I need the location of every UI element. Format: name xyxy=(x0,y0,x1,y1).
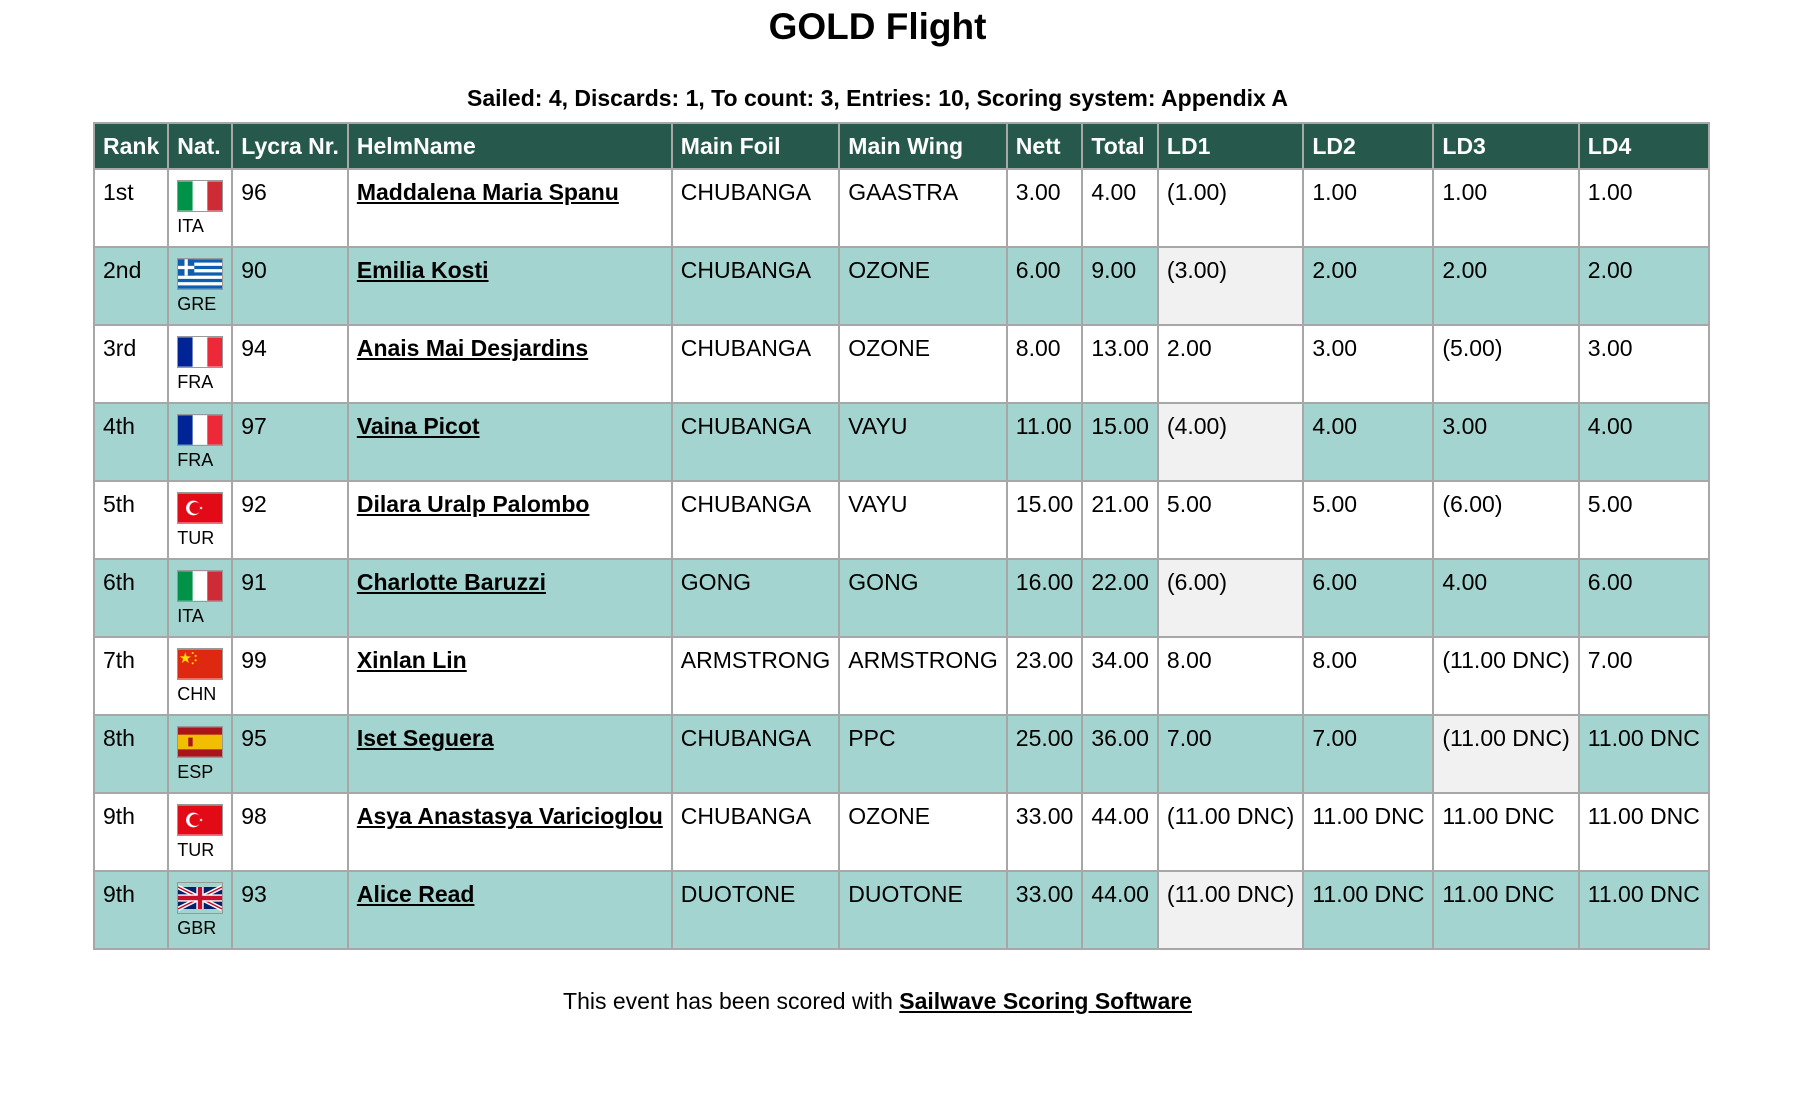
col-header-ld3: LD3 xyxy=(1433,123,1578,169)
ld2-cell: 11.00 DNC xyxy=(1303,793,1433,871)
total-cell: 34.00 xyxy=(1082,637,1158,715)
rank-cell: 7th xyxy=(94,637,168,715)
ld3-cell: 11.00 DNC xyxy=(1433,793,1578,871)
main-wing-cell: PPC xyxy=(839,715,1007,793)
helm-name-cell xyxy=(348,637,672,715)
main-foil-cell: CHUBANGA xyxy=(672,169,840,247)
footer xyxy=(0,988,1755,1015)
nett-cell: 23.00 xyxy=(1007,637,1083,715)
ld1-cell: (1.00) xyxy=(1158,169,1303,247)
rank-cell: 3rd xyxy=(94,325,168,403)
rank-cell: 8th xyxy=(94,715,168,793)
ld4-cell: 11.00 DNC xyxy=(1579,871,1709,949)
table-row xyxy=(94,325,1709,403)
ld3-cell: 3.00 xyxy=(1433,403,1578,481)
results-table xyxy=(93,122,1710,950)
col-header-total: Total xyxy=(1082,123,1158,169)
table-row xyxy=(94,637,1709,715)
nation-code: CHN xyxy=(177,684,217,704)
total-cell: 44.00 xyxy=(1082,793,1158,871)
main-foil-cell: CHUBANGA xyxy=(672,715,840,793)
nation-code: GBR xyxy=(177,918,217,938)
lycra-cell: 92 xyxy=(232,481,348,559)
col-header-lycra: Lycra Nr. xyxy=(232,123,348,169)
nett-cell: 33.00 xyxy=(1007,793,1083,871)
ld1-cell: (11.00 DNC) xyxy=(1158,871,1303,949)
main-wing-cell: DUOTONE xyxy=(839,871,1007,949)
nett-cell: 25.00 xyxy=(1007,715,1083,793)
main-wing-cell: OZONE xyxy=(839,325,1007,403)
table-row xyxy=(94,559,1709,637)
lycra-cell: 93 xyxy=(232,871,348,949)
helm-name-link[interactable]: Maddalena Maria Spanu xyxy=(356,179,619,205)
turkey-flag-icon xyxy=(177,492,223,524)
col-header-rank: Rank xyxy=(94,123,168,169)
nation-cell xyxy=(168,403,232,481)
ld2-cell: 5.00 xyxy=(1303,481,1433,559)
nation-cell xyxy=(168,715,232,793)
ld3-cell: 11.00 DNC xyxy=(1433,871,1578,949)
main-wing-cell: OZONE xyxy=(839,793,1007,871)
uk-flag-icon xyxy=(177,882,223,914)
helm-name-link[interactable]: Anais Mai Desjardins xyxy=(356,335,589,361)
total-cell: 21.00 xyxy=(1082,481,1158,559)
col-header-main-wing: Main Wing xyxy=(839,123,1007,169)
main-foil-cell: CHUBANGA xyxy=(672,793,840,871)
nation-cell xyxy=(168,559,232,637)
main-wing-cell: OZONE xyxy=(839,247,1007,325)
nation-code: ITA xyxy=(177,606,204,626)
rank-cell: 1st xyxy=(94,169,168,247)
total-cell: 4.00 xyxy=(1082,169,1158,247)
lycra-cell: 94 xyxy=(232,325,348,403)
results-body xyxy=(94,169,1709,949)
ld2-cell: 1.00 xyxy=(1303,169,1433,247)
col-header-helmname: HelmName xyxy=(348,123,672,169)
ld4-cell: 3.00 xyxy=(1579,325,1709,403)
nett-cell: 33.00 xyxy=(1007,871,1083,949)
nation-cell xyxy=(168,793,232,871)
helm-name-cell xyxy=(348,247,672,325)
main-wing-cell: GAASTRA xyxy=(839,169,1007,247)
ld3-cell: (5.00) xyxy=(1433,325,1578,403)
ld2-cell: 11.00 DNC xyxy=(1303,871,1433,949)
col-header-ld1: LD1 xyxy=(1158,123,1303,169)
ld1-cell: 8.00 xyxy=(1158,637,1303,715)
sailwave-link[interactable]: Sailwave Scoring Software xyxy=(899,988,1192,1014)
ld2-cell: 8.00 xyxy=(1303,637,1433,715)
table-row xyxy=(94,169,1709,247)
total-cell: 13.00 xyxy=(1082,325,1158,403)
rank-cell: 6th xyxy=(94,559,168,637)
ld3-cell: (11.00 DNC) xyxy=(1433,715,1578,793)
nett-cell: 11.00 xyxy=(1007,403,1083,481)
ld2-cell: 7.00 xyxy=(1303,715,1433,793)
ld1-cell: (4.00) xyxy=(1158,403,1303,481)
nation-code: ESP xyxy=(177,762,214,782)
ld3-cell: (6.00) xyxy=(1433,481,1578,559)
nation-code: TUR xyxy=(177,528,215,548)
helm-name-link[interactable]: Alice Read xyxy=(356,881,475,907)
helm-name-cell xyxy=(348,481,672,559)
rank-cell: 9th xyxy=(94,793,168,871)
ld2-cell: 3.00 xyxy=(1303,325,1433,403)
main-foil-cell: CHUBANGA xyxy=(672,481,840,559)
total-cell: 9.00 xyxy=(1082,247,1158,325)
rank-cell: 5th xyxy=(94,481,168,559)
helm-name-cell xyxy=(348,793,672,871)
ld2-cell: 6.00 xyxy=(1303,559,1433,637)
ld1-cell: (3.00) xyxy=(1158,247,1303,325)
helm-name-cell xyxy=(348,871,672,949)
ld3-cell: 4.00 xyxy=(1433,559,1578,637)
ld1-cell: 7.00 xyxy=(1158,715,1303,793)
ld4-cell: 11.00 DNC xyxy=(1579,715,1709,793)
ld2-cell: 2.00 xyxy=(1303,247,1433,325)
greece-flag-icon xyxy=(177,258,223,290)
ld4-cell: 4.00 xyxy=(1579,403,1709,481)
main-foil-cell: CHUBANGA xyxy=(672,403,840,481)
nation-cell xyxy=(168,325,232,403)
table-row xyxy=(94,247,1709,325)
nation-cell xyxy=(168,169,232,247)
helm-name-link[interactable]: Vaina Picot xyxy=(356,413,480,439)
france-flag-icon xyxy=(177,336,223,368)
turkey-flag-icon xyxy=(177,804,223,836)
nation-cell xyxy=(168,871,232,949)
lycra-cell: 97 xyxy=(232,403,348,481)
col-header-main-foil: Main Foil xyxy=(672,123,840,169)
col-header-ld2: LD2 xyxy=(1303,123,1433,169)
table-row xyxy=(94,403,1709,481)
main-foil-cell: GONG xyxy=(672,559,840,637)
header-row xyxy=(94,123,1709,169)
helm-name-link[interactable]: Asya Anastasya Varicioglou xyxy=(356,803,663,829)
total-cell: 36.00 xyxy=(1082,715,1158,793)
table-row xyxy=(94,481,1709,559)
ld3-cell: (11.00 DNC) xyxy=(1433,637,1578,715)
lycra-cell: 91 xyxy=(232,559,348,637)
helm-name-cell xyxy=(348,559,672,637)
lycra-cell: 98 xyxy=(232,793,348,871)
nation-cell xyxy=(168,481,232,559)
spain-flag-icon xyxy=(177,726,223,758)
ld3-cell: 2.00 xyxy=(1433,247,1578,325)
ld3-cell: 1.00 xyxy=(1433,169,1578,247)
table-row xyxy=(94,871,1709,949)
table-row xyxy=(94,715,1709,793)
nation-code: GRE xyxy=(177,294,217,314)
rank-cell: 2nd xyxy=(94,247,168,325)
ld4-cell: 5.00 xyxy=(1579,481,1709,559)
nation-code: FRA xyxy=(177,450,214,470)
nation-code: TUR xyxy=(177,840,215,860)
italy-flag-icon xyxy=(177,570,223,602)
col-header-nat: Nat. xyxy=(168,123,232,169)
helm-name-cell xyxy=(348,325,672,403)
ld4-cell: 7.00 xyxy=(1579,637,1709,715)
france-flag-icon xyxy=(177,414,223,446)
ld1-cell: (11.00 DNC) xyxy=(1158,793,1303,871)
helm-name-link[interactable]: Charlotte Baruzzi xyxy=(356,569,546,595)
main-foil-cell: CHUBANGA xyxy=(672,247,840,325)
ld4-cell: 6.00 xyxy=(1579,559,1709,637)
ld1-cell: 2.00 xyxy=(1158,325,1303,403)
lycra-cell: 99 xyxy=(232,637,348,715)
main-wing-cell: GONG xyxy=(839,559,1007,637)
main-wing-cell: VAYU xyxy=(839,481,1007,559)
helm-name-link[interactable]: Iset Seguera xyxy=(356,725,494,751)
china-flag-icon xyxy=(177,648,223,680)
ld1-cell: (6.00) xyxy=(1158,559,1303,637)
helm-name-cell xyxy=(348,169,672,247)
nation-code: ITA xyxy=(177,216,204,236)
table-row xyxy=(94,793,1709,871)
ld4-cell: 1.00 xyxy=(1579,169,1709,247)
series-summary: Sailed: 4, Discards: 1, To count: 3, Entries: 10, Scoring system: Appendix A xyxy=(467,85,1288,111)
rank-cell: 4th xyxy=(94,403,168,481)
helm-name-link[interactable]: Dilara Uralp Palombo xyxy=(356,491,590,517)
page-title: GOLD Flight xyxy=(768,6,987,47)
footer-text: This event has been scored with xyxy=(563,988,900,1014)
rank-cell: 9th xyxy=(94,871,168,949)
lycra-cell: 95 xyxy=(232,715,348,793)
main-wing-cell: ARMSTRONG xyxy=(839,637,1007,715)
helm-name-link[interactable]: Emilia Kosti xyxy=(356,257,489,283)
ld4-cell: 2.00 xyxy=(1579,247,1709,325)
helm-name-cell xyxy=(348,403,672,481)
main-wing-cell: VAYU xyxy=(839,403,1007,481)
main-foil-cell: ARMSTRONG xyxy=(672,637,840,715)
nation-cell xyxy=(168,247,232,325)
ld2-cell: 4.00 xyxy=(1303,403,1433,481)
nation-code: FRA xyxy=(177,372,214,392)
col-header-ld4: LD4 xyxy=(1579,123,1709,169)
nett-cell: 16.00 xyxy=(1007,559,1083,637)
lycra-cell: 90 xyxy=(232,247,348,325)
nett-cell: 3.00 xyxy=(1007,169,1083,247)
helm-name-link[interactable]: Xinlan Lin xyxy=(356,647,467,673)
main-foil-cell: CHUBANGA xyxy=(672,325,840,403)
ld1-cell: 5.00 xyxy=(1158,481,1303,559)
nett-cell: 8.00 xyxy=(1007,325,1083,403)
total-cell: 44.00 xyxy=(1082,871,1158,949)
helm-name-cell xyxy=(348,715,672,793)
nett-cell: 6.00 xyxy=(1007,247,1083,325)
main-foil-cell: DUOTONE xyxy=(672,871,840,949)
italy-flag-icon xyxy=(177,180,223,212)
total-cell: 22.00 xyxy=(1082,559,1158,637)
ld4-cell: 11.00 DNC xyxy=(1579,793,1709,871)
nation-cell xyxy=(168,637,232,715)
nett-cell: 15.00 xyxy=(1007,481,1083,559)
col-header-nett: Nett xyxy=(1007,123,1083,169)
lycra-cell: 96 xyxy=(232,169,348,247)
total-cell: 15.00 xyxy=(1082,403,1158,481)
